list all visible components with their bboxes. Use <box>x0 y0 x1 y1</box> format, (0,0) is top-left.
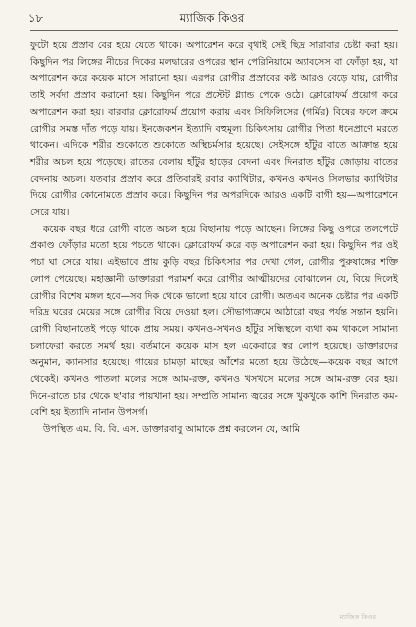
page-number: ১৮ <box>28 11 44 25</box>
footer-watermark: ম্যাজিক কিওর <box>339 613 376 621</box>
paragraph: ফুটো হয়ে প্রস্রাব বের হয়ে যেতে থাকে। অপারেশন করে বৃথাই সেই ছিদ্র সারাবার চেষ্টা করা হয়। কিছুদিন পর লিঙ্গের নীচের দিকের মলদ্বারের ওপরের স্থান পেরিনিয়ামে অ্যাবসেস বা ফোঁড়া হয়, যা অপারেশন করে কয়েক মাসে সারানো হয়। এরপর রোগীর প্রস্রাবের কষ্ট আরও বেড়ে যায়, রোগীর তাই সর্বদা প্রস্রাব করানো হয়। কিছুদিন পরে প্রস্টেট গ্ল্যান্ড পেকে ওঠে। ক্লোরোফর্ম প্রয়োগ করে অপারেশন করা হয়। বারবার ক্লোরোফর্ম প্রয়োগ করায় এবং সিফিলিসের (গর্মির) বিষের ফলে ক্রমে রোগীর সমস্ত দাঁত পড়ে যায়। ইনজেকশন ইত্যাদি বহুমূল্য চিকিৎসায় রোগীর পিতা ধনেপ্রাণে মরতে থাকেন। এদিকে শরীর শুকোতে শুকোতে অস্থিচর্মসার হয়েছে। সেইসঙ্গে হাঁটুর বাতে আক্রান্ত হয়ে শরীর অচল হয়ে পড়েছে। রাতের বেলায় হাঁটুর হাড়ের বেদনা এবং দিনরাত হাঁটুর জোড়ায় বাতের বেদনায় অচল। যতবার প্রস্রাব করে প্রতিবারই রবার ক্যাথিটার, কখনও কখনও সিলভার ক্যাথিটার দিয়ে রোগীর কোনোমতে প্রস্রাব করে। কিছুদিন পর অপরদিকে আরও একটি বাগী হয়—অপারেশনে সেরে যায়। <box>30 40 398 219</box>
body-text <box>30 38 398 439</box>
running-title: ম্যাজিক কিওর <box>179 11 245 25</box>
page-header <box>28 10 396 30</box>
paragraph: কয়েক বছর ধরে রোগী বাতে অচল হয়ে বিছানায় পড়ে আছেন। লিঙ্গের কিছু ওপরে তলপেটে প্রকাণ্ড ফোঁড়ার মতো হয়ে পচতে থাকে। ক্লোরোফর্ম করে বড় অপারেশন করা হয়। কিছুদিন পর ওই পচা ঘা সেরে যায়। এইভাবে প্রায় কুড়ি বছর চিকিৎসার পর দেখা গেল, রোগীর পুরুষাঙ্গের শক্তি লোপ পেয়েছে। মহাজ্ঞানী ডাক্তাররা পরামর্শ করে রোগীর আত্মীয়দের বোঝালেন যে, বিয়ে দিলেই রোগীর বিশেষ মঙ্গল হবে—সব দিক থেকে ভালো হয়ে যাবে রোগী। অতএব অনেক চেষ্টার পর একটি দরিদ্র ঘরের মেয়ের সঙ্গে রোগীর বিয়ে দেওয়া হল। সৌভাগ্যক্রমে আঠারো বছর পর্যন্ত সন্তান হয়নি। রোগী বিছানাতেই পড়ে থাকে প্রায় সময়। কখনও-সখনও হাঁটুর সন্ধিস্থলে ব্যথা কম থাকলে সামান্য চলাফেরা করতে সমর্থ হয়। বর্তমানে কয়েক মাস হল একেবারে স্বর লোপ হয়েছে। ডাক্তারদের অনুমান, ক্যানসার হয়েছে। গায়ের চামড়া মাছের আঁশের মতো হয়ে উঠেছে—কয়েক বছর আগে থেকেই। কখনও পাতলা মলের সঙ্গে আম-রক্ত, কখনও খসখসে মলের সঙ্গে আম-রক্ত বের হয়। দিনে-রাতে চার থেকে ছ'বার পায়খানা হয়। সম্প্রতি সামান্য জ্বরের সঙ্গে খুকখুকে কাশি দিনরাত কম-বেশি হয় ইত্যাদি নানান উপসর্গ। <box>30 223 398 419</box>
paragraph: উপস্থিত এম. বি. বি. এস. ডাক্তারবাবু আমাকে প্রশ্ন করলেন যে, আমি <box>43 424 301 436</box>
header-rule <box>30 30 398 31</box>
